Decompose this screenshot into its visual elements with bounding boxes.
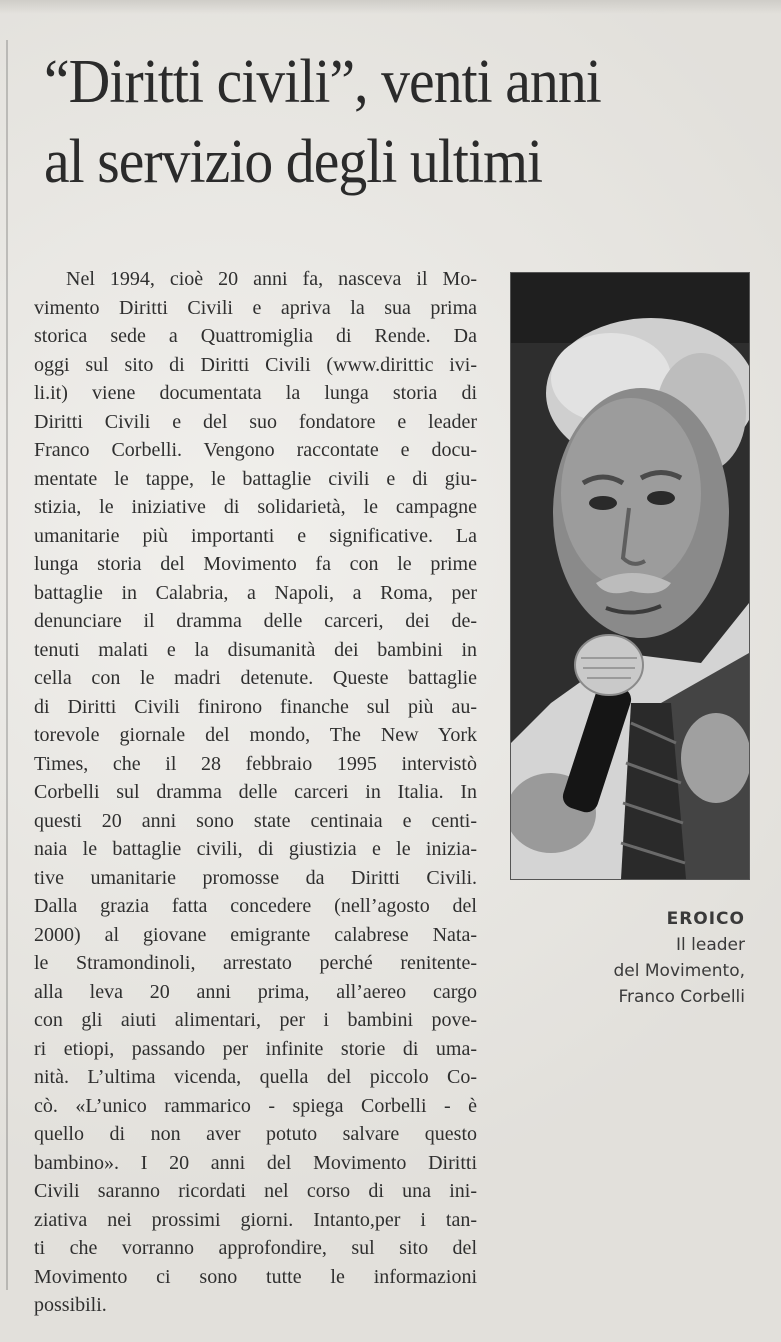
article-line: alla leva 20 anni prima, all’aereo cargo <box>34 980 477 1003</box>
portrait-illustration <box>511 273 749 879</box>
article-line: naia le battaglie civili, di giustizia e le inizia- <box>34 838 477 860</box>
article-line: Movimento ci sono tutte le informazioni <box>34 1265 477 1288</box>
article-line: ri etiopi, passando per infinite storie di uma- <box>34 1037 477 1060</box>
article-line: questi 20 anni sono state centinaia e centi- <box>34 809 477 832</box>
article-line: le Stramondinoli, arrestato perché renitente- <box>34 952 477 974</box>
article-line: con gli aiuti alimentari, per i bambini pove- <box>34 1009 477 1031</box>
article-line: Times, che il 28 febbraio 1995 intervistò <box>34 752 477 775</box>
article-line: tenuti malati e la disumanità dei bambini in <box>34 638 477 661</box>
article-line: mentate le tappe, le battaglie civili e di giu- <box>34 467 477 490</box>
caption-line: del Movimento, <box>613 961 745 981</box>
article-line: ziativa nei prossimi giorni. Intanto,per i tan- <box>34 1208 477 1231</box>
article-line: nità. L’ultima vicenda, quella del piccolo Co- <box>34 1066 477 1088</box>
article-line: Nel 1994, cioè 20 anni fa, nasceva il Mo- <box>66 268 477 290</box>
article-line: denunciare il dramma delle carceri, dei de- <box>34 610 477 632</box>
article-line: quello di non aver potuto salvare questo <box>34 1123 477 1145</box>
article-line: umanitarie più importanti e significative. La <box>34 524 477 547</box>
article-line: bambino». I 20 anni del Movimento Diritti <box>34 1151 477 1174</box>
caption-line: Franco Corbelli <box>618 987 745 1007</box>
article-line: stizia, le iniziative di solidarietà, le campagne <box>34 496 477 518</box>
article-line: Corbelli sul dramma delle carceri in Italia. In <box>34 781 477 803</box>
article-line: Franco Corbelli. Vengono raccontate e docu- <box>34 439 477 461</box>
caption-line: Il leader <box>676 935 745 955</box>
article-line: di Diritti Civili finirono finanche sul più au- <box>34 695 477 718</box>
article-line: ti che vorranno approfondire, sul sito del <box>34 1237 477 1259</box>
caption-kicker: EROICO <box>666 909 745 929</box>
article-line: storica sede a Quattromiglia di Rende. Da <box>34 325 477 347</box>
article-line: possibili. <box>34 1294 107 1316</box>
portrait-photo <box>510 272 750 880</box>
article-line: Civili saranno ricordati nel corso di una ini- <box>34 1180 477 1202</box>
headline-line-1: “Diritti civili”, venti anni <box>44 48 601 116</box>
article-line: cella con le madri detenute. Queste battaglie <box>34 667 477 689</box>
photo-caption <box>520 906 745 1010</box>
headline <box>44 42 714 202</box>
article-line: cò. «L’unico rammarico - spiega Corbelli - è <box>34 1094 477 1117</box>
article-line: li.it) viene documentata la lunga storia di <box>34 382 477 404</box>
article-line: battaglie in Calabria, a Napoli, a Roma, per <box>34 581 477 604</box>
article-line: lunga storia del Movimento fa con le prime <box>34 553 477 575</box>
article-line: Diritti Civili e del suo fondatore e leader <box>34 410 477 433</box>
headline-line-2: al servizio degli ultimi <box>44 128 543 196</box>
article-line: vimento Diritti Civili e apriva la sua prima <box>34 296 477 319</box>
article-line: torevole giornale del mondo, The New York <box>34 724 477 746</box>
article-line: Dalla grazia fatta concedere (nell’agosto del <box>34 895 477 917</box>
left-column-rule <box>6 40 8 1290</box>
article-line: oggi sul sito di Diritti Civili (www.dirittic ivi- <box>34 353 477 376</box>
article-line: tive umanitarie promosse da Diritti Civili. <box>34 866 477 889</box>
article-line: 2000) al giovane emigrante calabrese Nata- <box>34 923 477 946</box>
page-top-edge <box>0 0 781 14</box>
article-body <box>34 265 477 1320</box>
